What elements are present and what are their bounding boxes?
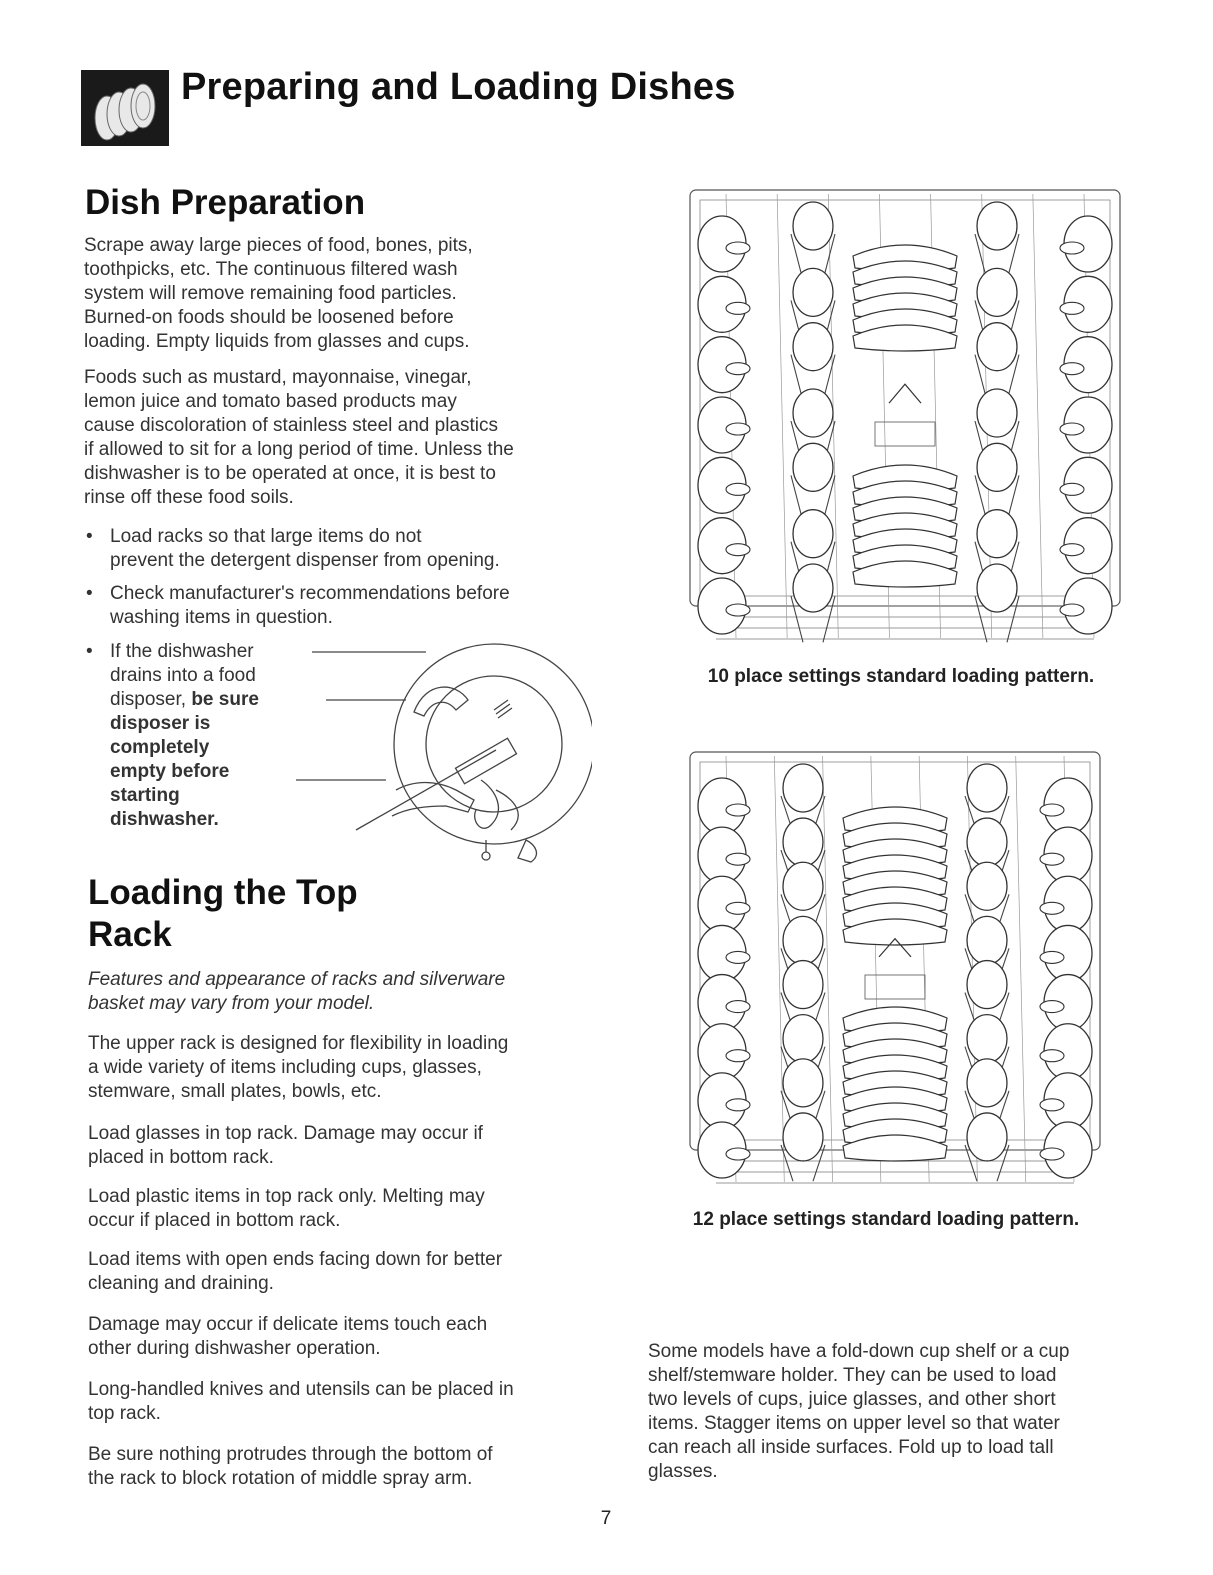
section-heading-dish-preparation: Dish Preparation (85, 183, 366, 222)
cup-handle (1060, 544, 1084, 556)
cup-handle (726, 302, 750, 314)
glass (977, 443, 1017, 491)
prep-paragraph-1: Scrape away large pieces of food, bones, pits, toothpicks, etc. The continuous filtered wash system will remove remaining food particles. Burned-on foods should be loosened before loading. Empty liquids from glasses and cups. (84, 235, 473, 352)
cup-handle (726, 1099, 750, 1111)
glass (977, 510, 1017, 558)
glass (977, 323, 1017, 371)
page-number: 7 (600, 1508, 612, 1529)
cup-handle (726, 483, 750, 495)
model-variance-note: Features and appearance of racks and silverware basket may vary from your model. (88, 969, 506, 1014)
glass (977, 202, 1017, 250)
cup-handle (1060, 363, 1084, 375)
cup-handle (1040, 1050, 1064, 1062)
prep-paragraph-2: Foods such as mustard, mayonnaise, vinegar, lemon juice and tomato based products may cause discoloration of stainless steel and plastics if allowed to sit for a long period of time. Unless the dishwasher is to be operated at once, it is best to rinse off these food soils. (84, 367, 514, 508)
load-paragraph-6: Long-handled knives and utensils can be placed in top rack. (88, 1379, 514, 1424)
glass (783, 818, 823, 866)
figure-caption-12-settings: 12 place settings standard loading pattern. (692, 1209, 1080, 1230)
dishes-icon (81, 70, 169, 146)
cup-handle (726, 544, 750, 556)
glass (793, 268, 833, 316)
cup-handle (726, 1050, 750, 1062)
glass (967, 961, 1007, 1009)
cup-handle (1060, 483, 1084, 495)
cup-handle (1060, 302, 1084, 314)
cup-handle (1060, 423, 1084, 435)
bullet-mark: • (86, 526, 93, 547)
rack-support (865, 975, 925, 999)
cup-handle (726, 604, 750, 616)
glass (793, 323, 833, 371)
cup-handle (1060, 242, 1084, 254)
rack-tine (1033, 194, 1043, 638)
cup-handle (726, 902, 750, 914)
cup-handle (726, 1148, 750, 1160)
cup-handle (726, 363, 750, 375)
glass (967, 818, 1007, 866)
dispenser-hook (889, 384, 921, 403)
load-paragraph-4: Load items with open ends facing down for better cleaning and draining. (88, 1249, 503, 1294)
glass (967, 916, 1007, 964)
cup-handle (1040, 804, 1064, 816)
load-paragraph-2: Load glasses in top rack. Damage may occur if placed in bottom rack. (88, 1123, 483, 1168)
rack-tine (777, 194, 787, 638)
rack-support (875, 422, 935, 446)
rack-diagram-10-settings (686, 186, 1124, 658)
glass (793, 389, 833, 437)
glass (783, 862, 823, 910)
section-heading-loading-top-rack: Loading the Top Rack (88, 873, 358, 954)
load-paragraph-5: Damage may occur if delicate items touch each other during dishwasher operation. (88, 1314, 488, 1359)
cup-handle (1040, 1099, 1064, 1111)
cup-handle (1040, 1001, 1064, 1013)
cup-handle (726, 951, 750, 963)
glass (967, 862, 1007, 910)
cup-handle (1040, 902, 1064, 914)
glass (783, 1113, 823, 1161)
cup-handle (1040, 951, 1064, 963)
cup-handle (726, 853, 750, 865)
bullet-mark: • (86, 583, 93, 604)
glass (793, 202, 833, 250)
glass (783, 1015, 823, 1063)
glass (783, 1059, 823, 1107)
glass (977, 268, 1017, 316)
bullet-mark: • (86, 641, 93, 662)
glass (793, 510, 833, 558)
glass (967, 764, 1007, 812)
plate-scraping-illustration (296, 640, 592, 868)
load-paragraph-3: Load plastic items in top rack only. Melting may occur if placed in bottom rack. (88, 1186, 485, 1231)
glass (793, 564, 833, 612)
cup-handle (726, 423, 750, 435)
glass (967, 1015, 1007, 1063)
load-paragraph-1: The upper rack is designed for flexibility in loading a wide variety of items including cups, glasses, stemware, small plates, bowls, etc. (88, 1033, 509, 1102)
rack-tine (1016, 756, 1026, 1182)
rack-tine (823, 756, 833, 1182)
cup-handle (726, 242, 750, 254)
cup-handle (1060, 604, 1084, 616)
figure-caption-10-settings: 10 place settings standard loading pattern. (707, 666, 1095, 687)
glass (967, 1059, 1007, 1107)
cup-handle (726, 804, 750, 816)
cup-handle (1040, 1148, 1064, 1160)
glass (977, 389, 1017, 437)
glass (977, 564, 1017, 612)
glass (783, 764, 823, 812)
cup-handle (1040, 853, 1064, 865)
glass (783, 961, 823, 1009)
load-paragraph-7: Be sure nothing protrudes through the bottom of the rack to block rotation of middle spray arm. (88, 1444, 493, 1489)
glass (793, 443, 833, 491)
rack-diagram-12-settings (686, 748, 1104, 1202)
cup-shelf-paragraph: Some models have a fold-down cup shelf or a cup shelf/stemware holder. They can be used to load two levels of cups, juice glasses, and other short items. Stagger items on upper level so that water can reach all inside surfaces. Fold up to load tall glasses. (648, 1341, 1070, 1482)
glass (967, 1113, 1007, 1161)
cup-handle (726, 1001, 750, 1013)
rack-tine (774, 756, 784, 1182)
glass (783, 916, 823, 964)
page-title: Preparing and Loading Dishes (181, 66, 736, 108)
